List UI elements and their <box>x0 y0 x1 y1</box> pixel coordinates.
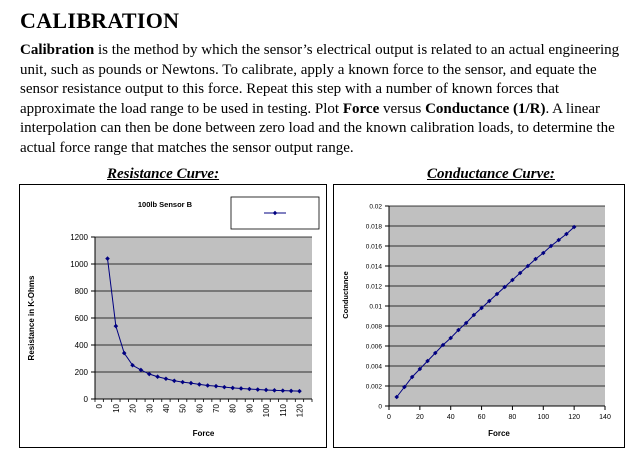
x-tick-label: 60 <box>195 404 205 413</box>
x-tick-label: 20 <box>415 414 424 421</box>
x-tick-label: 110 <box>278 404 288 417</box>
resistance-curve-heading: Resistance Curve: <box>107 166 220 182</box>
intro-segment: Conductance (1/R) <box>425 100 546 117</box>
y-axis-label: Conductance <box>341 271 350 319</box>
x-tick-label: 40 <box>161 404 171 413</box>
y-tick-label: 200 <box>74 368 88 377</box>
y-tick-label: 1000 <box>70 260 88 269</box>
y-axis-label: Resistance in K-Ohms <box>27 275 36 361</box>
x-axis-label: Force <box>488 429 510 438</box>
x-tick-label: 20 <box>128 404 138 413</box>
x-tick-label: 40 <box>446 414 455 421</box>
y-tick-label: 0.004 <box>365 363 382 371</box>
x-axis-label: Force <box>192 429 215 438</box>
x-tick-label: 90 <box>245 404 255 413</box>
x-tick-label: 70 <box>212 404 222 413</box>
y-tick-label: 800 <box>74 287 88 296</box>
y-tick-label: 1200 <box>70 233 88 242</box>
y-tick-label: 0 <box>83 395 88 404</box>
intro-segment: Calibration <box>20 42 95 58</box>
x-tick-label: 30 <box>145 404 155 413</box>
intro-segment: is the method by which the sensor’s electrical output is related to an actual engineering unit, such as pounds or Newtons. To calibrate, apply a known force to the sensor, and equate the sensor resistance output to this force. Repeat this step with a number of known forces that approximate the load range to be used in testing. Plot <box>20 42 620 117</box>
x-tick-label: 140 <box>599 414 611 421</box>
conductance-curve-heading: Conductance Curve: <box>427 166 555 182</box>
y-tick-label: 0.006 <box>365 343 382 351</box>
x-tick-label: 10 <box>111 404 121 413</box>
y-tick-label: 0.02 <box>369 203 382 211</box>
x-tick-label: 120 <box>295 404 305 418</box>
y-tick-label: 0 <box>378 403 382 411</box>
x-tick-label: 100 <box>537 414 550 421</box>
x-tick-label: 0 <box>95 404 105 409</box>
y-tick-label: 0.008 <box>365 323 382 331</box>
y-tick-label: 0.016 <box>365 243 382 251</box>
x-tick-label: 120 <box>568 414 580 421</box>
resistance-chart <box>19 184 327 448</box>
y-tick-label: 0.002 <box>365 383 382 391</box>
x-tick-label: 80 <box>508 414 517 421</box>
y-tick-label: 400 <box>74 341 88 350</box>
chart-title: 100lb Sensor B <box>137 200 193 209</box>
y-tick-label: 0.014 <box>365 263 382 271</box>
x-tick-label: 80 <box>228 404 238 413</box>
y-tick-label: 0.012 <box>365 283 382 291</box>
intro-segment: versus <box>379 100 426 117</box>
conductance-chart-svg <box>334 185 624 447</box>
conductance-chart <box>333 184 625 448</box>
x-tick-label: 50 <box>178 404 188 413</box>
x-tick-label: 100 <box>262 404 272 418</box>
intro-segment: Force <box>342 100 380 117</box>
x-tick-label: 0 <box>387 414 391 421</box>
y-tick-label: 600 <box>74 314 88 323</box>
y-tick-label: 0.01 <box>369 303 382 311</box>
resistance-chart-svg <box>20 185 326 447</box>
intro-segment: . A linear interpolation can then be done between zero load and the known calibration loads, to determine the actual force range that matches the sensor output range. <box>20 100 615 156</box>
intro-paragraph <box>20 41 632 159</box>
page-title: CALIBRATION <box>20 8 180 33</box>
x-tick-label: 60 <box>477 414 486 421</box>
y-tick-label: 0.018 <box>365 223 382 231</box>
